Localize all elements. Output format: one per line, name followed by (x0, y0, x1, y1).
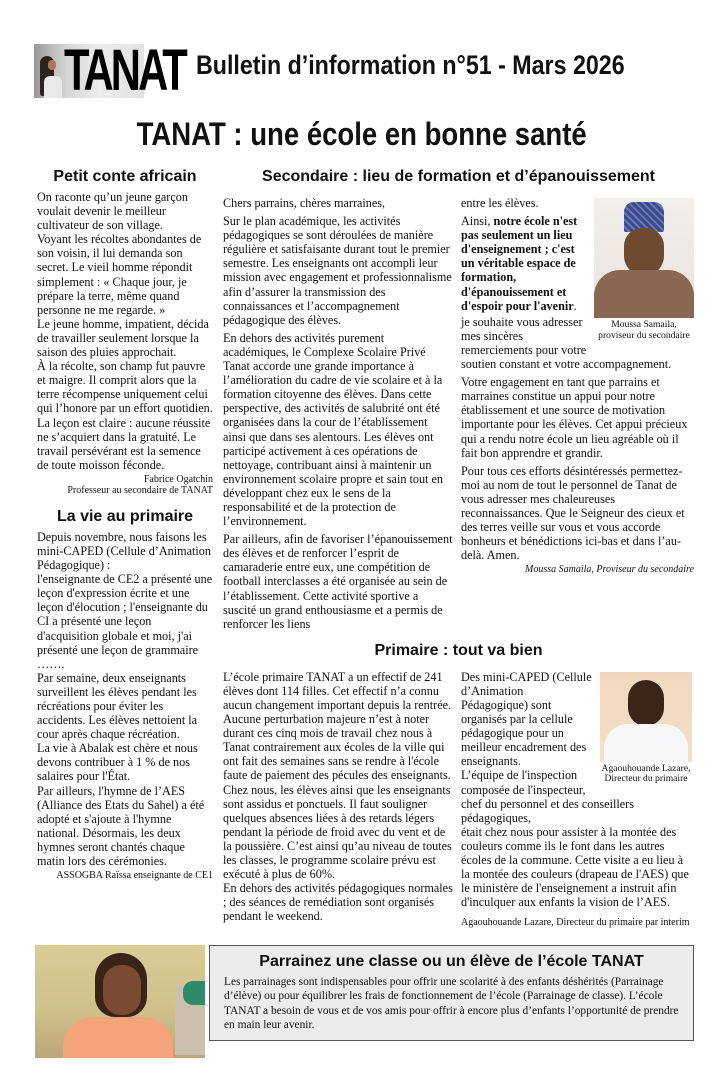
paragraph: La vie à Abalak est chère et nous devons contribuer à 1 % de nos salaires pour l'État. (37, 741, 198, 784)
primaire-section (223, 641, 694, 929)
secondaire-article-col1 (223, 196, 453, 631)
vie-primaire-title: La vie au primaire (56, 507, 194, 525)
secondaire-title: Secondaire : lieu de formation et d’épanouissement (262, 168, 655, 185)
paragraph: Chez nous, les élèves ainsi que les enseignants sont assidus et ponctuels. Il faut souligner quelques absences liées à des retards légers pendant la période de froid avec du vent et de la poussière. C’est ainsi qu’au niveau de toutes les classes, le programme scolaire prévu est exécuté à plus de 60%. (223, 782, 452, 882)
parrainage-box (209, 945, 694, 1041)
page-title (0, 116, 724, 153)
paragraph: entre les élèves. (461, 196, 539, 210)
proviseur-figure (594, 198, 694, 341)
paragraph: Votre engagement en tant que parrains et marraines constitue un appui pour notre établissement et une source de motivation importante pour les élèves. Cet appui précieux qui a rendu notre école un lieu agréable où il fait bon apprendre et grandir. (461, 375, 688, 460)
logo-text: TANAT (64, 38, 185, 103)
conte-article (37, 190, 213, 472)
tanat-logo (34, 38, 185, 103)
left-column (37, 167, 213, 892)
bulletin-title: Bulletin d’information n°51 - Mars 2026 (196, 50, 625, 80)
secondaire-columns (223, 196, 694, 631)
conte-title: Petit conte africain (53, 168, 197, 185)
paragraph: Chers parrains, chères marraines, (223, 196, 386, 210)
paragraph: Par ailleurs, afin de favoriser l’épanouissement des élèves et de renforcer l’esprit de camaraderie entre eux, une compétition de football interclasses a été organisée au sein de l’établissement. Cette activité sportive a suscité un grand enthousiasme et a permis de renforcer les liens (223, 532, 453, 631)
paragraph: Sur le plan académique, les activités pédagogiques se sont déroulées de manière régulière et satisfaisante durant tout le premier semestre. Les enseignants ont accompli leur mission avec engagement et professionnalisme afin d’assurer la transmission des connaissances et l’accompagnement pédagogique des élèves. (223, 214, 452, 327)
paragraph: L’équipe de l'inspection composée de l'inspecteur, chef du personnel et des conseillers pédagogiques, (461, 768, 634, 825)
shirt-shape (604, 724, 688, 762)
paragraph: En dehors des activités purement académiques, le Complexe Scolaire Privé Tanat accorde une grande importance à l’amélioration du cadre de vie scolaire et à la formation citoyenne des élèves. Dans cette perspective, des activités de salubrité ont été organisées dans la cour de l’établissement ainsi que dans ses alentours. Les élèves ont participé activement à ces opérations de nettoyage, contribuant ainsi à maintenir un environnement scolaire propre et sain tout en développant chez eux le sens de la responsabilité et de la protection de l’environnement. (223, 330, 443, 529)
parrainage-title: Parrainez une classe ou un élève de l’école TANAT (259, 952, 644, 970)
parrainage-text: Les parrainages sont indispensables pour offrir une scolarité à des enfants déshérités (Parrainage d’élève) ou pour équilibrer les frais de fonctionnement de l’école (Parrainage de classe). L’école TANAT a besoin de vous et de vos amis pour offrir à encore plus d’enfants l’opportunité de prendre en main leur avenir. (224, 975, 679, 1031)
paragraph: La leçon est claire : aucune réussite ne s’acquiert dans la gratuité. Le travail persévérant est la semence de toute moisson féconde. (37, 415, 211, 472)
primaire-article-col2 (461, 670, 694, 929)
directeur-photo (600, 672, 692, 762)
robe-shape (594, 270, 694, 318)
primaire-signature: Agaouhouande Lazare, Directeur du primaire par interim (461, 917, 690, 929)
paragraph: À la récolte, son champ fut pauvre et maigre. Il comprit alors que la terre récompense uniquement celui qui l’honore par un effort quotidien. (37, 359, 213, 416)
right-column (223, 167, 694, 939)
directeur-figure (598, 672, 694, 785)
logo-girl-face (48, 60, 56, 70)
face-shape (628, 680, 664, 726)
highlight-text: notre école n'est pas seulement un lieu d'enseignement ; c'est un véritable espace de formation, d'épanouissement et d'espoir pour l'avenir (461, 214, 578, 313)
page-title-text: TANAT : une école en bonne santé (136, 116, 588, 152)
primaire-title: Primaire : tout va bien (374, 641, 543, 659)
header (0, 0, 724, 110)
paragraph: En dehors des activités pédagogiques normales ; des séances de remédiation sont organisés pendant le weekend. (223, 881, 453, 924)
ainsi-text: Ainsi, (461, 214, 494, 229)
girl-photo (35, 945, 205, 1058)
shirt-shape (63, 1017, 173, 1058)
secondaire-signature: Moussa Samaila, Proviseur du secondaire (525, 564, 694, 576)
paragraph: l'enseignante de CE2 a présenté une leçon d'expression écrite et une leçon d'élocution ; l'enseignante du CI a présenté une leçon d'acquisition globale et moi, j'ai présenté une leçon de grammaire ……. (37, 572, 213, 671)
primaire-columns (223, 670, 694, 929)
conte-author-role: Professeur au secondaire de TANAT (67, 485, 213, 497)
paragraph: Par ailleurs, l'hymne de l’AES (Alliance des Etats du Sahel) a été adopté et s'ajoute à l'hymne national. Désormais, les deux hymnes seront chantés chaque matin lors des cérémonies. (37, 783, 205, 869)
logo-girl-body (44, 76, 62, 98)
paragraph: Voyant les récoltes abondantes de son voisin, il lui demanda son secret. Le vieil homme répondit simplement : « Chaque jour, je prépare la terre, même quand personne ne me regarde. » (37, 232, 202, 317)
directeur-caption: Agaouhouande Lazare, Directeur du primaire (601, 762, 691, 785)
dot-text: . (573, 298, 577, 313)
paragraph: je souhaite vous adresser mes sincères remerciements pour votre soutien constant et votre accompagnement. (461, 314, 672, 372)
primaire-article-col1 (223, 670, 453, 924)
face-shape (624, 228, 664, 276)
paragraph: Des mini-CAPED (Cellule d’Animation Pédagogique) sont organisés par la cellule pédagogique pour un meilleur encadrement des enseignants. (461, 669, 592, 769)
paragraph: Pour tous ces efforts désintéressés permettez-moi au nom de tout le personnel de Tanat de vous adresser mes chaleureuses reconnaissances. Que le Seigneur des cieux et des terres veille sur vous et vous accorde bonheurs et bénédictions ici-bas et dans l’au-delà. Amen. (461, 463, 685, 563)
paragraph: Depuis novembre, nous faisons les mini-CAPED (Cellule d’Animation Pédagogique) : (37, 529, 211, 573)
paragraph: Par semaine, deux enseignants surveillent les élèves pendant les récréations pour éviter les accidents. Les élèves nettoient la cour après chaque récréation. (37, 670, 198, 742)
paragraph: L’école primaire TANAT a un effectif de 241 élèves dont 114 filles. Cet effectif n’a connu aucun changement important depuis la rentrée. Aucune perturbation majeure n’est à noter durant ces cinq mois de travail chez nous à Tanat contrairement aux écoles de la ville qui ont fait des semaines sans se rendre à l'école faute de paiement des pécules des enseignants. (223, 669, 452, 783)
conte-section (37, 167, 213, 497)
secondaire-section (223, 167, 694, 631)
paragraph: On raconte qu’un jeune garçon voulait devenir le meilleur cultivateur de son village. (37, 190, 188, 233)
paragraph: Le jeune homme, impatient, décida de travailler seulement lorsque la saison des pluies approchait. (37, 316, 209, 360)
conte-signature (37, 474, 213, 497)
paragraph: était chez nous pour assister à la montée des couleurs comme ils le font dans les autres écoles de la commune. Cette visite a eu lieu à la montée des couleurs (drapeau de l'AES) que le ministère de l'enseignement a instruit afin d'inculquer aux enfants la vision de l’AES. (461, 824, 689, 910)
proviseur-photo (594, 198, 694, 318)
proviseur-caption: Moussa Samaila, proviseur du secondaire (598, 319, 690, 341)
conte-author: Fabrice Ogatchin (143, 473, 213, 485)
vie-primaire-section (37, 507, 213, 882)
vie-primaire-article (37, 530, 213, 868)
vie-primaire-signature: ASSOGBA Raïssa enseignante de CE1 (56, 870, 213, 882)
content (0, 167, 724, 939)
bottom-band (0, 939, 724, 1078)
classmate-shape (183, 981, 205, 1005)
secondaire-article-col2 (461, 196, 694, 576)
face-shape (103, 965, 141, 1015)
